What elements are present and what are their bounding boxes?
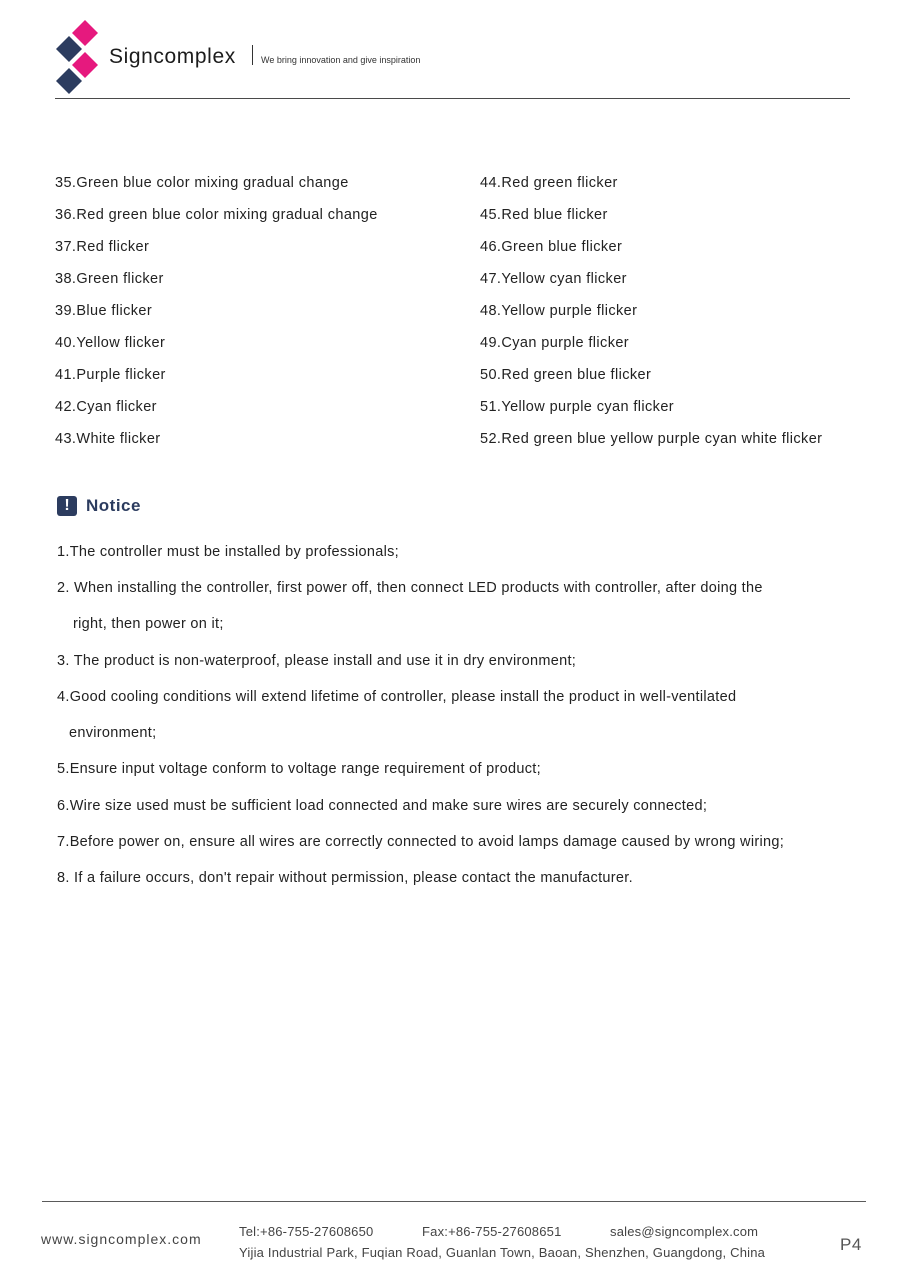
notice-heading [57, 494, 141, 518]
notice-item-continuation: environment; [69, 725, 157, 741]
notice-item: 6.Wire size used must be sufficient load connected and make sure wires are securely connected; [57, 798, 708, 814]
mode-item: 37.Red flicker [55, 239, 150, 255]
footer-email: sales@signcomplex.com [610, 1224, 759, 1239]
brand-tagline: We bring innovation and give inspiration [261, 55, 421, 65]
brand-separator [252, 45, 253, 65]
mode-item: 41.Purple flicker [55, 367, 166, 383]
mode-item: 42.Cyan flicker [55, 399, 157, 415]
brand-name: Signcomplex [109, 45, 236, 68]
mode-item: 35.Green blue color mixing gradual change [55, 175, 349, 191]
footer-tel: Tel:+86-755-27608650 [239, 1224, 374, 1239]
mode-item: 39.Blue flicker [55, 303, 153, 319]
mode-item: 44.Red green flicker [480, 175, 618, 191]
mode-item: 48.Yellow purple flicker [480, 303, 638, 319]
mode-list-right [480, 172, 860, 460]
notice-title: Notice [86, 496, 141, 515]
signcomplex-logo-icon [55, 20, 101, 94]
mode-item: 36.Red green blue color mixing gradual change [55, 207, 378, 223]
mode-list-left [55, 172, 465, 460]
footer-address: Yijia Industrial Park, Fuqian Road, Guanlan Town, Baoan, Shenzhen, Guangdong, China [239, 1245, 766, 1260]
mode-item: 50.Red green blue flicker [480, 367, 652, 383]
notice-item: 5.Ensure input voltage conform to voltage range requirement of product; [57, 761, 541, 777]
footer-divider [42, 1201, 866, 1202]
notice-item: 7.Before power on, ensure all wires are correctly connected to avoid lamps damage caused by wrong wiring; [57, 834, 785, 850]
notice-item: 4.Good cooling conditions will extend lifetime of controller, please install the product in well-ventilated [57, 689, 737, 705]
notice-item-continuation: right, then power on it; [73, 616, 224, 632]
mode-item: 52.Red green blue yellow purple cyan white flicker [480, 431, 823, 447]
exclamation-icon: ! [57, 496, 77, 516]
mode-item: 51.Yellow purple cyan flicker [480, 399, 675, 415]
notice-item: 1.The controller must be installed by professionals; [57, 544, 400, 560]
page-header [55, 20, 850, 100]
footer-fax: Fax:+86-755-27608651 [422, 1224, 562, 1239]
mode-item: 47.Yellow cyan flicker [480, 271, 627, 287]
mode-item: 45.Red blue flicker [480, 207, 608, 223]
mode-item: 40.Yellow flicker [55, 335, 166, 351]
page-number: P4 [840, 1235, 862, 1254]
mode-item: 46.Green blue flicker [480, 239, 623, 255]
mode-item: 43.White flicker [55, 431, 161, 447]
mode-item: 49.Cyan purple flicker [480, 335, 630, 351]
notice-item: 3. The product is non-waterproof, please install and use it in dry environment; [57, 653, 577, 669]
footer-website: www.signcomplex.com [41, 1231, 202, 1247]
mode-item: 38.Green flicker [55, 271, 164, 287]
header-divider [55, 98, 850, 99]
notice-item: 2. When installing the controller, first power off, then connect LED products with controller, after doing the [57, 580, 763, 596]
notice-item: 8. If a failure occurs, don't repair without permission, please contact the manufacturer. [57, 870, 633, 886]
